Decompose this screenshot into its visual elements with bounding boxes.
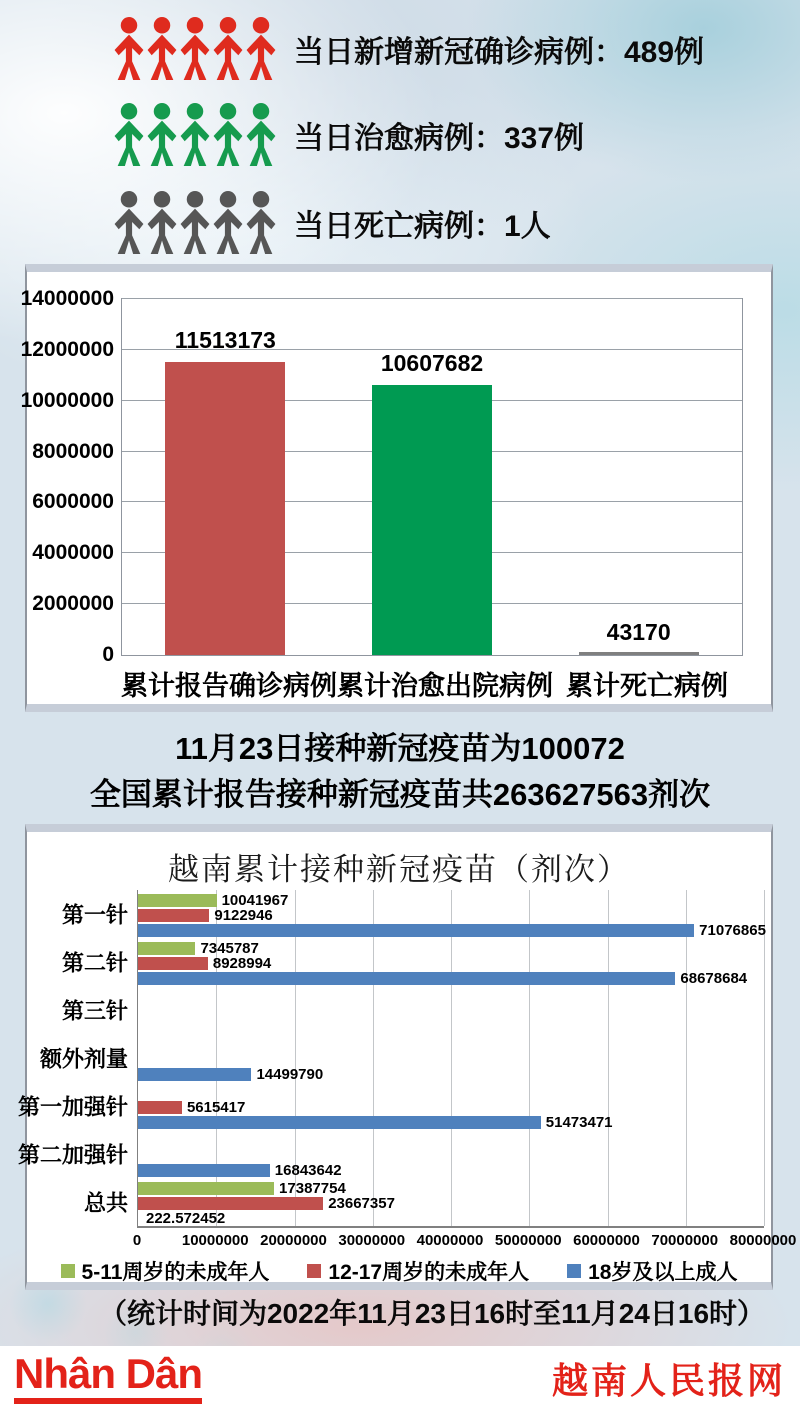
person-icon: [242, 16, 280, 82]
category-label: 总共: [83, 1190, 128, 1216]
person-icon: [242, 102, 280, 168]
bar: [138, 972, 675, 985]
bar-value-label: 11513173: [174, 327, 276, 354]
series-slot: [138, 1037, 764, 1051]
bar: [372, 385, 492, 655]
y-tick-label: 12000000: [20, 337, 114, 361]
category-row: [61, 986, 764, 1034]
series-slot: [138, 1019, 764, 1033]
daily-new-cases-row: [110, 16, 704, 82]
category-row: [61, 890, 766, 939]
gridline: [122, 298, 742, 299]
series-slot: [138, 956, 764, 970]
bar: [138, 1164, 270, 1177]
category-label: 累计死亡病例: [566, 671, 728, 701]
bar-value-label: 10041967: [221, 891, 289, 909]
category-label: 第二针: [61, 950, 128, 976]
series-slot: [138, 1100, 764, 1114]
y-tick-label: 4000000: [32, 541, 114, 565]
series-slot: [138, 1052, 764, 1066]
series-slot: [138, 1085, 764, 1099]
legend-swatch: [307, 1264, 321, 1278]
bar: [138, 1101, 182, 1114]
x-tick-label: 20000000: [260, 1232, 327, 1249]
bar-value-label: 8928994: [212, 954, 272, 972]
cumulative-cases-category-axis: [121, 664, 741, 703]
category-row: [17, 1082, 764, 1131]
cumulative-cases-plot-area: [20, 287, 743, 666]
bar: [138, 1197, 323, 1210]
vaccination-legend: [27, 1256, 771, 1286]
bar-value-label: 16843642: [274, 1161, 342, 1179]
x-tick-label: 60000000: [573, 1232, 640, 1249]
bar-value-label: 68678684: [680, 969, 748, 987]
y-tick-label: 2000000: [32, 592, 114, 616]
category-row: [39, 1034, 764, 1083]
category-label: 第三针: [61, 998, 128, 1024]
y-tick-label: 6000000: [32, 490, 114, 514]
bar-value-label: 23667357: [328, 1194, 395, 1212]
people-group-gray-icon: [110, 190, 274, 256]
x-tick-label: 0: [132, 1232, 142, 1249]
category-row: [17, 1130, 764, 1179]
bar-value-label: 71076865: [699, 921, 766, 939]
people-group-red-icon: [110, 16, 274, 82]
gridline: [764, 890, 765, 1226]
series-slot: [138, 1133, 764, 1147]
bar: [138, 957, 208, 970]
bar-value-label: 7345787: [200, 939, 259, 957]
series-slot: [138, 1148, 764, 1162]
y-tick-label: 10000000: [20, 388, 114, 412]
bar: [138, 909, 209, 922]
category-label: 第一针: [61, 902, 128, 928]
category-row: [61, 938, 764, 987]
x-tick-label: 40000000: [416, 1232, 484, 1249]
category-row: [83, 1178, 764, 1227]
series-slot: [138, 1115, 764, 1129]
x-tick-label: 80000000: [729, 1232, 797, 1249]
series-slot: [138, 1196, 764, 1210]
bar: [138, 894, 217, 907]
legend-label: 18岁及以上成人: [588, 1261, 738, 1284]
legend-item: [567, 1256, 737, 1286]
bar: [138, 1068, 251, 1081]
daily-new-cases-text: 当日新增新冠确诊病例：489例: [294, 36, 705, 69]
y-tick-label: 14000000: [20, 287, 114, 310]
bar: [138, 1182, 274, 1195]
legend-label: 5-11周岁的未成年人: [81, 1261, 270, 1284]
statistics-time-note: （统计时间为2022年11月23日16时至11月24日16时）: [98, 1298, 766, 1329]
bar: [138, 1116, 541, 1129]
bar-value-label: 222.572452: [146, 1209, 226, 1227]
legend-swatch: [567, 1264, 581, 1278]
series-slot: [138, 1181, 764, 1195]
nhandan-logo: Nhân Dân: [14, 1353, 202, 1404]
series-slot: [138, 893, 764, 907]
series-slot: [138, 1067, 764, 1081]
bar-value-label: 14499790: [256, 1065, 324, 1083]
vaccination-x-axis: [132, 1232, 797, 1252]
legend-item: [307, 1256, 529, 1286]
x-tick-label: 30000000: [338, 1232, 406, 1249]
bar: [165, 362, 285, 655]
bar-value-label: 17387754: [279, 1179, 346, 1197]
series-slot: [138, 971, 764, 985]
legend-swatch: [61, 1264, 75, 1278]
vaccination-plot-area: [17, 890, 766, 1228]
bar-value-label: 9122946: [214, 906, 273, 924]
bar-value-label: 5615417: [186, 1098, 246, 1116]
vaccination-chart-title: 越南累计接种新冠疫苗（剂次）: [168, 852, 630, 887]
x-tick-label: 10000000: [181, 1232, 249, 1249]
y-tick-label: 0: [102, 643, 114, 666]
footer-bar: [0, 1346, 800, 1410]
series-slot: [138, 1163, 764, 1177]
daily-cured-cases-row: [110, 102, 584, 168]
series-slot: [138, 923, 764, 937]
daily-death-cases-row: [110, 190, 551, 256]
daily-death-cases-text: 当日死亡病例：1人: [294, 210, 551, 243]
category-label: 累计治愈出院病例: [337, 671, 553, 701]
site-name: 越南人民报网: [551, 1359, 786, 1401]
series-slot: [138, 908, 764, 922]
y-tick-label: 8000000: [32, 439, 114, 463]
series-slot: [138, 1004, 764, 1018]
category-label: 第一加强针: [17, 1094, 128, 1120]
vaccination-headline-line2: 全国累计报告接种新冠疫苗共263627563剂次: [89, 777, 711, 812]
bar: [138, 942, 195, 955]
cumulative-cases-chart-panel: [20, 264, 773, 712]
bar: [579, 652, 699, 655]
bar: [138, 924, 694, 937]
category-label: 累计报告确诊病例: [121, 671, 337, 701]
x-tick-label: 70000000: [651, 1232, 719, 1249]
series-slot: [138, 941, 764, 955]
vaccination-headline: [0, 726, 800, 818]
people-group-green-icon: [110, 102, 274, 168]
legend-item: [61, 1256, 270, 1286]
bar-value-label: 51473471: [545, 1113, 613, 1131]
person-icon: [242, 190, 280, 256]
daily-cured-cases-text: 当日治愈病例：337例: [294, 122, 585, 155]
x-tick-label: 50000000: [494, 1232, 562, 1249]
legend-label: 12-17周岁的未成年人: [328, 1261, 530, 1284]
series-slot: [138, 989, 764, 1003]
bar-value-label: 10607682: [380, 350, 484, 377]
category-label: 第二加强针: [17, 1142, 128, 1168]
vaccination-headline-line1: 11月23日接种新冠疫苗为100072: [175, 731, 625, 766]
series-slot: [138, 1211, 764, 1225]
category-label: 额外剂量: [39, 1046, 128, 1072]
vaccination-chart-panel: [17, 824, 797, 1290]
bar-value-label: 43170: [606, 618, 671, 645]
